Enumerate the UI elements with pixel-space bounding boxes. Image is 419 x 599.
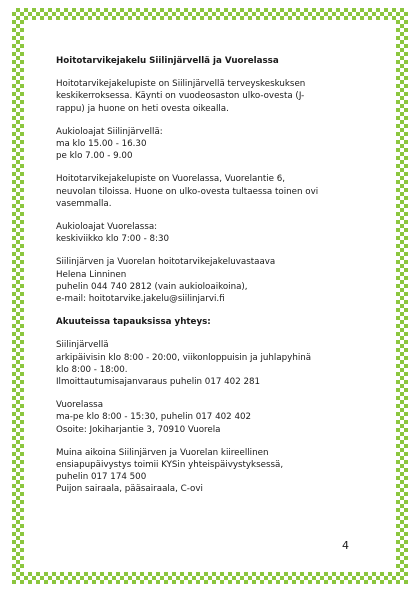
page-number: 4 [342,539,349,552]
text-line: Hoitotarvikejakelupiste on Vuorelassa, Vuorelantie 6, [56,174,286,185]
email-line: e-mail: hoitotarvike.jakelu@siilinjarvi.fi [56,294,225,305]
text-line: neuvolan tiloissa. Huone on ulko-ovesta tultaessa toinen ovi [56,186,319,197]
urgent-siilinjarvi [56,339,366,388]
text-line: Aukioloajat Siilinjärvellä: [56,126,163,137]
text-line: puhelin 044 740 2812 (vain aukioloaikoina), [56,281,248,292]
other-times [56,447,366,496]
text-line: Ilmoittautumisajanvaraus puhelin 017 402 281 [56,377,261,388]
document-body [56,55,366,507]
vuorela-location [56,173,366,210]
text-line: Aukioloajat Vuorelassa: [56,222,158,233]
urgent-heading: Akuuteissa tapauksissa yhteys: [56,317,211,328]
text-line: Puijon sairaala, pääsairaala, C-ovi [56,484,203,495]
text-line: vasemmalla. [56,198,112,209]
text-line: Hoitotarvikejakelupiste on Siilinjärvellä terveyskeskuksen [56,79,306,90]
text-line: ma-pe klo 8:00 - 15:30, puhelin 017 402 402 [56,412,252,423]
text-line: pe klo 7.00 - 9.00 [56,151,133,162]
text-line: ma klo 15.00 - 16.30 [56,139,147,150]
text-line: klo 8:00 - 18:00. [56,364,128,375]
contact-info [56,256,366,305]
text-line: keskikerroksessa. Käynti on vuodeosaston ulko-ovesta (J- [56,91,305,102]
text-line: Muina aikoina Siilinjärven ja Vuorelan kiireellinen [56,447,269,458]
text-line: Vuorelassa [56,400,104,411]
text-line: keskiviikko klo 7:00 - 8:30 [56,234,170,245]
intro-paragraph [56,78,366,115]
hours-vuorela [56,221,366,245]
urgent-vuorela [56,399,366,436]
text-line: Osoite: Jokiharjantie 3, 70910 Vuorela [56,424,221,435]
text-line: ensiapupäivystys toimii KYSin yhteispäivystyksessä, [56,460,284,471]
text-line: puhelin 017 174 500 [56,472,147,483]
text-line: Siilinjärvellä [56,340,109,351]
page-title: Hoitotarvikejakelu Siilinjärvellä ja Vuorelassa [56,56,279,66]
text-line: arkipäivisin klo 8:00 - 20:00, viikonloppuisin ja juhlapyhinä [56,352,312,363]
hours-siilinjarvi [56,126,366,163]
text-line: Helena Linninen [56,269,127,280]
text-line: rappu) ja huone on heti ovesta oikealla. [56,103,229,114]
text-line: Siilinjärven ja Vuorelan hoitotarvikejakeluvastaava [56,257,276,268]
